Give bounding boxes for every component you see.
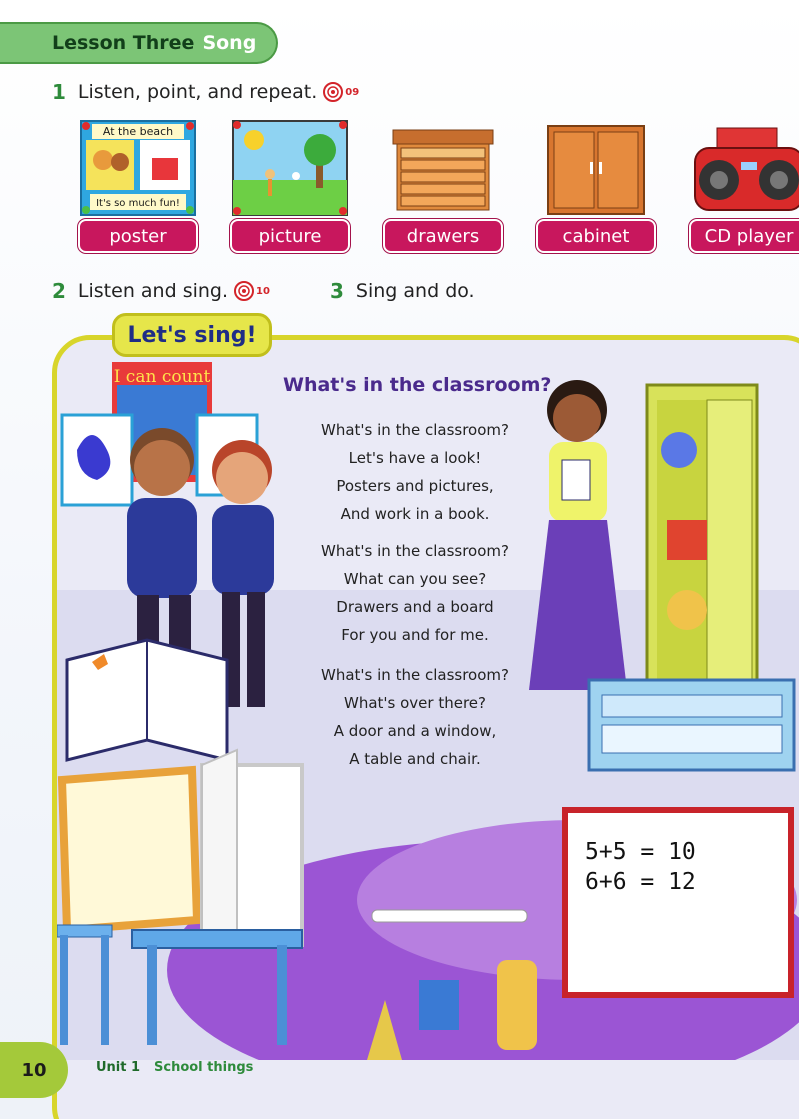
page-number: 10	[0, 1042, 68, 1098]
board-line-2: 6+6 = 12	[585, 869, 696, 895]
lesson-section: Song	[202, 32, 257, 54]
exercise-1-instruction	[52, 80, 359, 104]
vocab-label-cabinet: cabinet	[536, 219, 656, 253]
poster-picture	[78, 118, 198, 218]
poster-caption: It's so much fun!	[96, 198, 180, 209]
cd-audio-icon	[234, 281, 254, 301]
track-number: 09	[345, 86, 360, 98]
verse-2	[300, 541, 530, 646]
vocab-label-cd-player: CD player	[689, 219, 799, 253]
lesson-header	[0, 22, 278, 64]
vocab-label-poster: poster	[78, 219, 198, 253]
exercise-1-text: Listen, point, and repeat.	[77, 81, 318, 103]
footer-unit-title: School things	[154, 1060, 254, 1075]
exercise-1-number: 1	[52, 80, 66, 104]
lyric-line: What's in the classroom?	[321, 666, 509, 684]
board-line-1: 5+5 = 10	[585, 839, 696, 865]
verse-3	[300, 665, 530, 770]
drawers-image	[383, 118, 503, 218]
verse-1	[300, 420, 530, 525]
lyric-line: For you and for me.	[341, 626, 489, 644]
lyric-line: What can you see?	[343, 570, 487, 588]
lyric-line: Drawers and a board	[336, 598, 494, 616]
poster-heading: At the beach	[102, 125, 174, 138]
poster-i-can-count: I can count	[113, 367, 211, 387]
lyric-line: And work in a book.	[340, 505, 490, 523]
cabinet-image	[536, 118, 656, 218]
vocab-label-drawers: drawers	[383, 219, 503, 253]
lyric-line: Let's have a look!	[348, 449, 482, 467]
lyric-line: Posters and pictures,	[336, 477, 494, 495]
lesson-title: Lesson Three	[52, 32, 195, 54]
lets-sing-tab: Let's sing!	[112, 313, 272, 357]
exercise-3-text: Sing and do.	[355, 280, 475, 302]
song-title: What's in the classroom?	[283, 374, 552, 396]
cd-audio-icon	[323, 82, 343, 102]
footer-unit: Unit 1	[96, 1060, 141, 1075]
lyric-line: What's in the classroom?	[321, 542, 509, 560]
vocab-label-picture: picture	[230, 219, 350, 253]
lyric-line: A table and chair.	[349, 750, 481, 768]
blackboard	[585, 837, 696, 897]
exercise-2-instruction	[52, 279, 270, 303]
audio-track-10[interactable]	[234, 281, 270, 301]
audio-track-09[interactable]	[323, 82, 359, 102]
track-number: 10	[256, 285, 270, 297]
cd-player-image	[689, 118, 799, 218]
exercise-3-number: 3	[330, 279, 344, 303]
lyric-line: What's in the classroom?	[321, 421, 509, 439]
picture-image	[230, 118, 350, 218]
exercise-3-instruction	[330, 279, 475, 303]
exercise-2-text: Listen and sing.	[77, 280, 229, 302]
lyric-line: What's over there?	[344, 694, 486, 712]
exercise-2-number: 2	[52, 279, 66, 303]
lyric-line: A door and a window,	[333, 722, 497, 740]
